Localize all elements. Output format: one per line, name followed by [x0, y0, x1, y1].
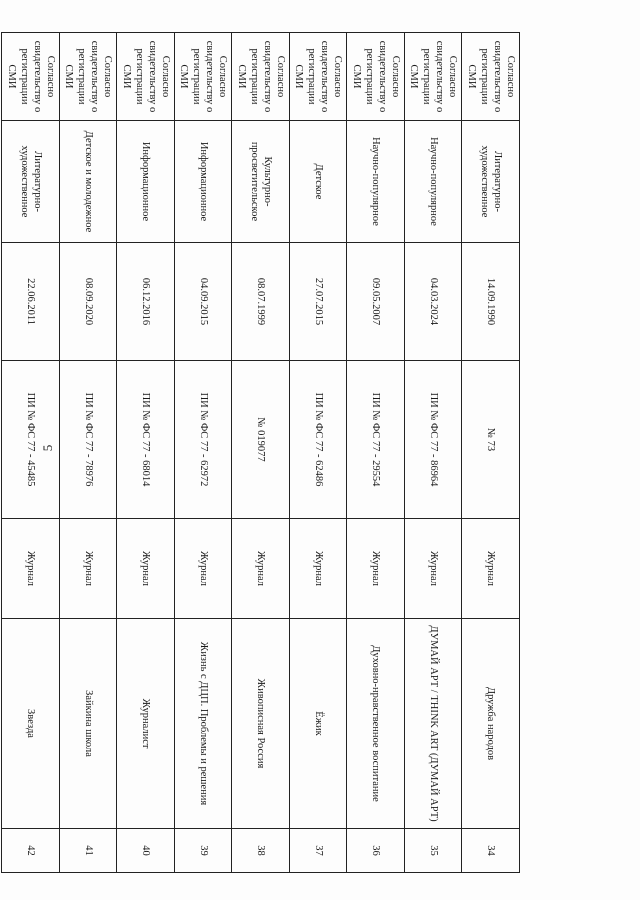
cell-date: 08.09.2020 [60, 243, 118, 361]
cell-registration: ПИ № ФС 77 - 78976 [60, 361, 118, 519]
cell-title: Звезда [2, 619, 60, 829]
cell-status: Согласно свидетельству о регистрации СМИ [347, 33, 405, 121]
cell-registration: ПИ № ФС 77 - 62486 [290, 361, 348, 519]
cell-number: 38 [232, 829, 290, 873]
cell-date: 22.06.2011 [2, 243, 60, 361]
cell-type: Литературно-художественное [462, 121, 520, 243]
rotated-table-wrapper [5, 32, 520, 872]
cell-form: Журнал [290, 519, 348, 619]
cell-type: Научно-популярное [347, 121, 405, 243]
cell-number: 41 [60, 829, 118, 873]
cell-type: Информационное [175, 121, 233, 243]
cell-type: Культурно-просветительское [232, 121, 290, 243]
cell-title: Живописная Россия [232, 619, 290, 829]
cell-number: 37 [290, 829, 348, 873]
table-row [232, 33, 290, 873]
cell-type: Информационное [117, 121, 175, 243]
table-row [347, 33, 405, 873]
table-row [60, 33, 118, 873]
cell-status: Согласно свидетельству о регистрации СМИ [175, 33, 233, 121]
cell-type: Детское [290, 121, 348, 243]
table-row [2, 33, 60, 873]
cell-date: 06.12.2016 [117, 243, 175, 361]
cell-form: Журнал [405, 519, 463, 619]
cell-date: 04.09.2015 [175, 243, 233, 361]
cell-status: Согласно свидетельству о регистрации СМИ [60, 33, 118, 121]
cell-type: Литературно-художественное [2, 121, 60, 243]
cell-title: Ёжик [290, 619, 348, 829]
cell-title: ДУМАЙ АРТ / THINK ART (ДУМАЙ АРТ) [405, 619, 463, 829]
cell-form: Журнал [347, 519, 405, 619]
cell-form: Журнал [117, 519, 175, 619]
cell-registration: № 019077 [232, 361, 290, 519]
cell-title: Духовно-нравственное воспитание [347, 619, 405, 829]
cell-title: Жизнь с ДЦП. Проблемы и решения [175, 619, 233, 829]
cell-number: 36 [347, 829, 405, 873]
table-row [462, 33, 520, 873]
cell-type: Детское и молодежное [60, 121, 118, 243]
cell-form: Журнал [232, 519, 290, 619]
cell-registration: ПИ № ФС 77 - 86964 [405, 361, 463, 519]
cell-registration: № 73 [462, 361, 520, 519]
cell-date: 27.07.2015 [290, 243, 348, 361]
cell-title: Журналист [117, 619, 175, 829]
page-number: 5 [40, 444, 55, 452]
registry-table [2, 32, 521, 873]
table-row [175, 33, 233, 873]
cell-date: 04.03.2024 [405, 243, 463, 361]
cell-number: 39 [175, 829, 233, 873]
cell-form: Журнал [2, 519, 60, 619]
cell-form: Журнал [60, 519, 118, 619]
table-row [117, 33, 175, 873]
cell-date: 08.07.1999 [232, 243, 290, 361]
cell-number: 34 [462, 829, 520, 873]
cell-status: Согласно свидетельству о регистрации СМИ [232, 33, 290, 121]
cell-date: 09.05.2007 [347, 243, 405, 361]
cell-registration: ПИ № ФС 77 - 45485 [2, 361, 60, 519]
cell-registration: ПИ № ФС 77 - 29554 [347, 361, 405, 519]
cell-type: Научно-популярное [405, 121, 463, 243]
cell-title: Зайкина школа [60, 619, 118, 829]
cell-registration: ПИ № ФС 77 - 62972 [175, 361, 233, 519]
cell-number: 35 [405, 829, 463, 873]
cell-status: Согласно свидетельству о регистрации СМИ [462, 33, 520, 121]
cell-status: Согласно свидетельству о регистрации СМИ [405, 33, 463, 121]
table-row [405, 33, 463, 873]
cell-status: Согласно свидетельству о регистрации СМИ [117, 33, 175, 121]
table-row [290, 33, 348, 873]
cell-status: Согласно свидетельству о регистрации СМИ [290, 33, 348, 121]
cell-number: 42 [2, 829, 60, 873]
cell-title: Дружба народов [462, 619, 520, 829]
cell-form: Журнал [462, 519, 520, 619]
cell-date: 14.09.1990 [462, 243, 520, 361]
cell-status: Согласно свидетельству о регистрации СМИ [2, 33, 60, 121]
cell-form: Журнал [175, 519, 233, 619]
cell-registration: ПИ № ФС 77 - 68014 [117, 361, 175, 519]
cell-number: 40 [117, 829, 175, 873]
